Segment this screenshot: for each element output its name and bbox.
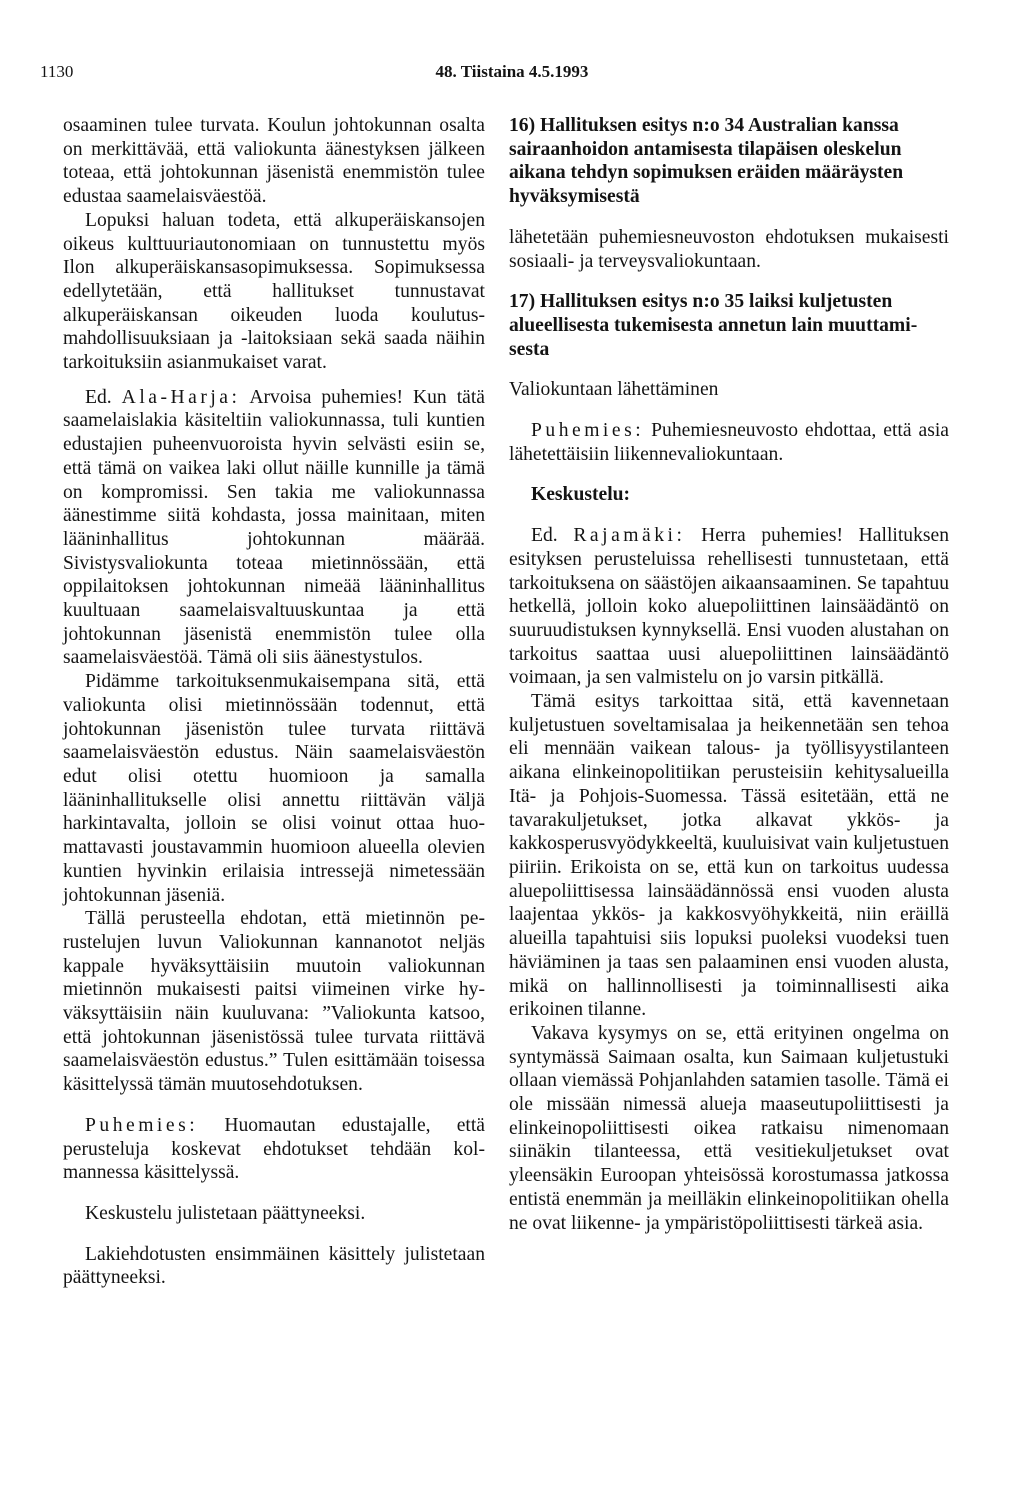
speaker-name: Ala-Harja: <box>121 386 241 408</box>
speaker-name: Puhemies: <box>85 1114 199 1136</box>
page-number: 1130 <box>40 62 74 81</box>
paragraph-continuation: osaaminen tulee turvata. Koulun johtokunnan osalta on merkittävää, että valiokunta äänestyksen jälkeen toteaa, että johtokunnan jäsenistä enemmistön tulee edustaa saamelaisväestöä. <box>63 115 485 208</box>
paragraph-saimaa: Vakava kysymys on se, että erityinen ongelma on syntymässä Saimaan osalta, kun Saimaan kuljetustuki ollaan viemässä Pohjanlahden satamien tasolle. Tämä ei ole missään nimessä alueja maaseutupoliittisesti ja elinkeinopoliittisesti oikea ratkaisu nimenomaan siinäkin tilanteessa, että vesitiekuljetukset ovat yleensäkin Euroopan yhteisössä korostumassa jatkossa entistä enemmän ja meilläkin elinkeinopolitiikan ohella ne ovat liikenne- ja ympäristöpoliittisesti tärkeä asia. <box>509 1022 949 1234</box>
speech-text: Huomautan edustajalle, että perusteluja koskevat ehdotukset tehdään kolmannessa käsittelyssä. <box>63 1114 486 1184</box>
left-column <box>63 114 485 1290</box>
speech-chair <box>63 1114 485 1185</box>
speech-text: Herra puhemies! Hallituksen esityksen perusteluissa rehellisesti tunnustetaan, että tarkoituksena on säästöjen aikaansaaminen. Se tapahtuu hetkellä, jolloin koko aluepoliittinen lainsäädäntö on suuruudistuksen kynnyksellä. Ensi vuoden alustahan on tarkoitus saattaa uusi aluepoliittinen lainsäädäntö voimaan, ja sen valmistelu on jo varsin pitkällä. <box>509 525 949 689</box>
paragraph-ilo: Lopuksi haluan todeta, että alkuperäiskansojen oikeus kulttuuriautonomiaan on tunnustettu myös Ilon alkuperäiskansasopimuksessa. Sopimuksessa edellytetään, että hallitukset tunnustavat alkuperäiskansan oikeuden luoda koulutusmahdollisuuksiaan ja -laitoksiaan sekä saada näihin tarkoituksiin asianmukaiset varat. <box>63 209 485 374</box>
item-16-decision: lähetetään puhemiesneuvoston ehdotuksen mukaisesti sosiaali- ja terveysvaliokuntaan. <box>509 226 949 272</box>
paragraph-pidamme: Pidämme tarkoituksenmukaisempana sitä, että valiokunta olisi mietinnössään todennut, että johtokunnan jäsenistön tulee turvata riittävä saamelaisväestön edustus. Näin saamelaisväestön edut olisi otettu huomioon ja samalla lääninhallitukselle olisi annettu riittävän väljä harkintavalta, jolloin se olisi voinut ottaa huomattavasti joustavammin huomioon alueella olevien kuntien hyvinkin erilaisia intressejä nimetessään johtokunnan jäseniä. <box>63 671 485 906</box>
speech-chair-proposal <box>509 419 949 466</box>
page-header <box>40 62 984 92</box>
discussion-label: Keskustelu: <box>531 484 631 506</box>
paragraph-ehdotan: Tällä perusteella ehdotan, että mietinnön perustelujen luvun Valiokunnan kannanotot neljäs kappale hyväksyttäisiin muutoin valiokunnan mietinnön mukaisesti paitsi viimeinen virke hyväksyttäisiin näin kuuluvana: ”Valiokunta katsoo, että johtokunnan jäsenistössä tulee turvata riittävä saamelaisväestön edustus.” Tulen esittämään toisessa käsittelyssä tämän muutosehdotuksen. <box>63 908 485 1096</box>
speaker-prefix: Ed. <box>531 525 558 547</box>
speech-text: Puhemiesneuvosto ehdottaa, että asia lähetettäisiin liikennevaliokuntaan. <box>509 420 949 465</box>
speech-rajamaki <box>509 524 949 690</box>
speech-text: Arvoisa puhemies! Kun tätä saamelaislakia käsiteltiin valiokunnassa, tuli kuntien edustajien puheenvuoroista hyvin selvästi esiin se, että tämä on vaikea laki ollut näille kunnille ja tämä on kompromissi. Sen takia me valiokunnassa äänestimme siitä kohdasta, jossa mainitaan, miten lääninhallitus johtokunnan määrää. Sivistysvaliokunta toteaa mietinnössään, että oppilaitoksen johtokunnan nimeää lääninhallitus kuultuaan saamelaisvaltuuskuntaa ja että johtokunnan jäsenistä enemmistön tulee olla saamelaisväestöä. Tämä oli siis äänestystulos. <box>63 386 485 669</box>
item-16-heading: 16) Hallituksen esitys n:o 34 Australian kanssa sairaanhoidon antamisesta tilapäisen oleskelun aikana tehdyn sopimuksen eräiden määräysten hyväksymisestä <box>509 115 904 208</box>
reading-closed: Lakiehdotusten ensimmäinen käsittely julistetaan päättyneeksi. <box>63 1243 485 1289</box>
item-17-heading: 17) Hallituksen esitys n:o 35 laiksi kuljetusten alueellisesta tukemisesta annetun lain muuttamisesta <box>509 291 918 360</box>
discussion-closed: Keskustelu julistetaan päättyneeksi. <box>85 1202 366 1224</box>
session-title: 48. Tiistaina 4.5.1993 <box>435 62 589 81</box>
speaker-name: Rajamäki: <box>573 525 686 547</box>
paragraph-kuljetustuki: Tämä esitys tarkoittaa sitä, että kavennetaan kuljetustuen soveltamisalaa ja heikennetään sen tehoa eli mennään vaikean talous- ja työllisyystilanteen aikana elinkeinopolitiikan perusteisiin kehitysalueilla Itä- ja Pohjois-Suomessa. Tässä esitetään, että ne tavarakuljetukset, jotka alkavat ykkös- ja kakkosperusvyödykkeeltä, kuuluisivat vain kuljetustuen piiriin. Erikoista on se, että kun on tarkoitus uudessa aluepoliittisessa lainsäädännössä ensi vuoden alusta laajentaa ykkös- ja kakkosvyöhykkeitä, niin eräillä alueilla tapahtuisi siis lopuksi puoleksi vuodeksi tuen häviäminen ja taas sen palaaminen ensi vuoden alusta, mikä on hallinnollisesti ja toiminnallisesti aika erikoinen tilanne. <box>509 691 949 1021</box>
subheading-referral: Valiokuntaan lähettäminen <box>509 379 719 401</box>
speech-ala-harja <box>63 386 485 670</box>
speaker-prefix: Ed. <box>85 386 112 408</box>
speaker-name: Puhemies: <box>531 420 645 442</box>
right-column <box>509 114 949 1235</box>
